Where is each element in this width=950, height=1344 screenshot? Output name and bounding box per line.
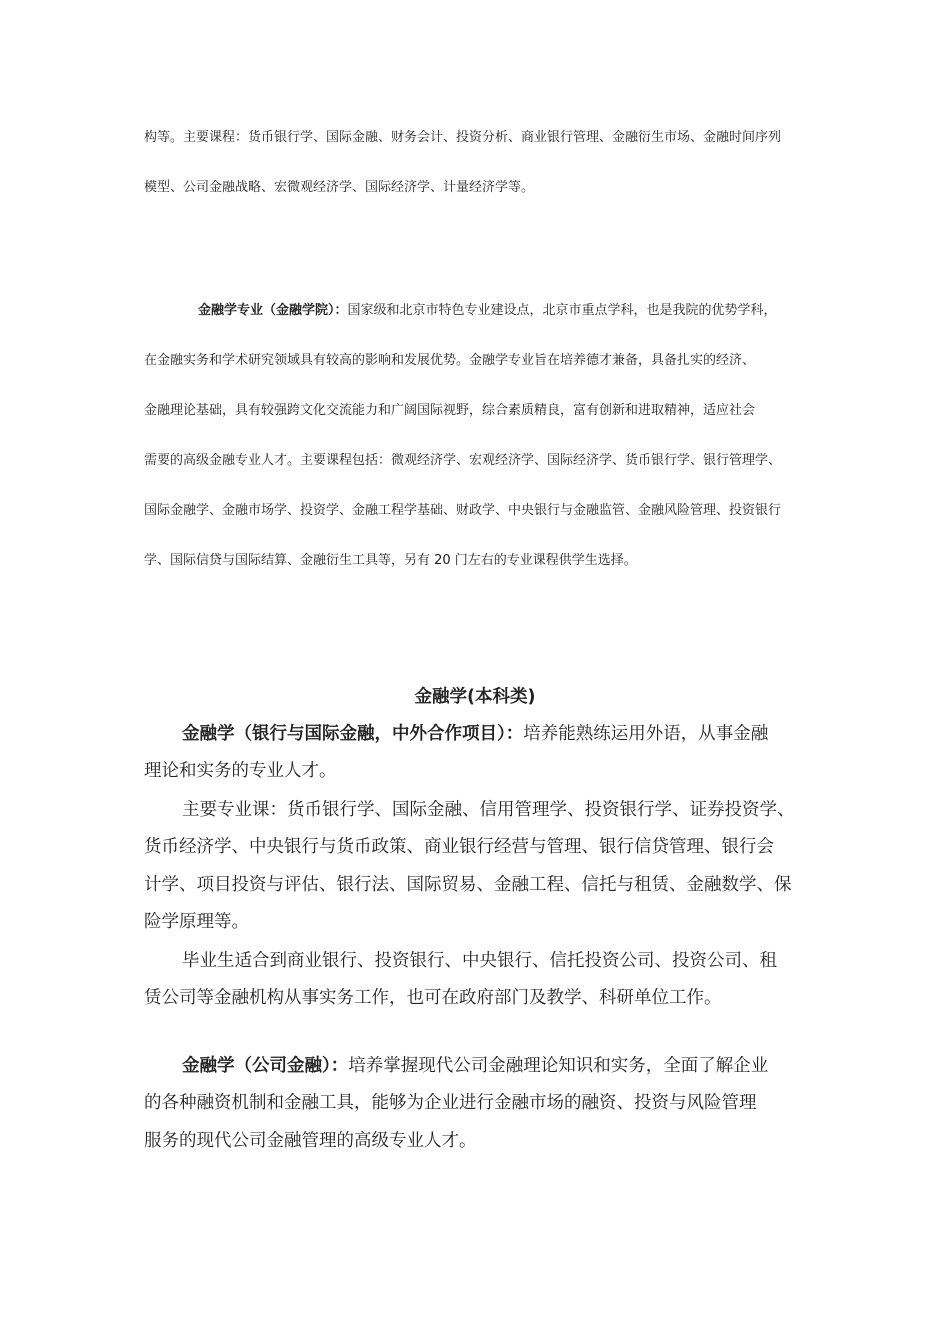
main-courses-line-2: 货币经济学、中央银行与货币政策、商业银行经营与管理、银行信贷管理、银行会 (144, 837, 774, 857)
finance-major-line-2: 在金融实务和学术研究领域具有较高的影响和发展优势。金融学专业旨在培养德才兼备，具备扎实的经济、 (144, 353, 756, 368)
course-text-line-2: 模型、公司金融战略、宏微观经济学、国际经济学、计量经济学等。 (144, 180, 535, 195)
main-courses-line-4: 险学原理等。 (144, 912, 249, 932)
finance-major-line-1-text: 国家级和北京市特色专业建设点，北京市重点学科，也是我院的优势学科， (347, 303, 777, 318)
corporate-finance-line-2: 的各种融资机制和金融工具，能够为企业进行金融市场的融资、投资与风险管理 (144, 1093, 757, 1113)
banking-program-line-1 (182, 721, 824, 747)
corporate-finance-heading: 金融学（公司金融）： (182, 1056, 349, 1076)
finance-major-line-1 (198, 301, 824, 321)
corporate-finance-line-1 (182, 1053, 824, 1079)
finance-major-line-6: 学、国际信贷与国际结算、金融衍生工具等，另有 20 门左右的专业课程供学生选择。 (144, 553, 637, 568)
graduates-line-2: 赁公司等金融机构从事实务工作，也可在政府部门及教学、科研单位工作。 (144, 988, 722, 1008)
finance-major-line-5: 国际金融学、金融市场学、投资学、金融工程学基础、财政学、中央银行与金融监管、金融风险管理、投资银行 (144, 503, 782, 518)
main-courses-line-1: 主要专业课：货币银行学、国际金融、信用管理学、投资银行学、证券投资学、 (182, 800, 795, 820)
corporate-finance-line-1-text: 培养掌握现代公司金融理论知识和实务，全面了解企业 (348, 1056, 769, 1076)
course-text-line-1: 构等。主要课程：货币银行学、国际金融、财务会计、投资分析、商业银行管理、金融衍生市场、金融时间序列 (144, 130, 782, 145)
banking-program-line-1-text: 培养能熟练运用外语，从事金融 (523, 724, 769, 744)
banking-program-line-2: 理论和实务的专业人才。 (144, 761, 337, 781)
main-courses-line-3: 计学、项目投资与评估、银行法、国际贸易、金融工程、信托与租赁、金融数学、保 (144, 875, 792, 895)
finance-major-line-3: 金融理论基础，具有较强跨文化交流能力和广阔国际视野，综合素质精良，富有创新和进取精神，适应社会 (144, 403, 756, 418)
corporate-finance-line-3: 服务的现代公司金融管理的高级专业人才。 (144, 1131, 477, 1151)
graduates-line-1: 毕业生适合到商业银行、投资银行、中央银行、信托投资公司、投资公司、租 (182, 951, 777, 971)
section-title: 金融学(本科类) (414, 687, 536, 707)
banking-program-heading: 金融学（银行与国际金融，中外合作项目）： (182, 724, 524, 744)
finance-major-heading: 金融学专业（金融学院）： (198, 303, 348, 318)
finance-major-line-4: 需要的高级金融专业人才。主要课程包括：微观经济学、宏观经济学、国际经济学、货币银行学、银行管理学、 (144, 453, 782, 468)
